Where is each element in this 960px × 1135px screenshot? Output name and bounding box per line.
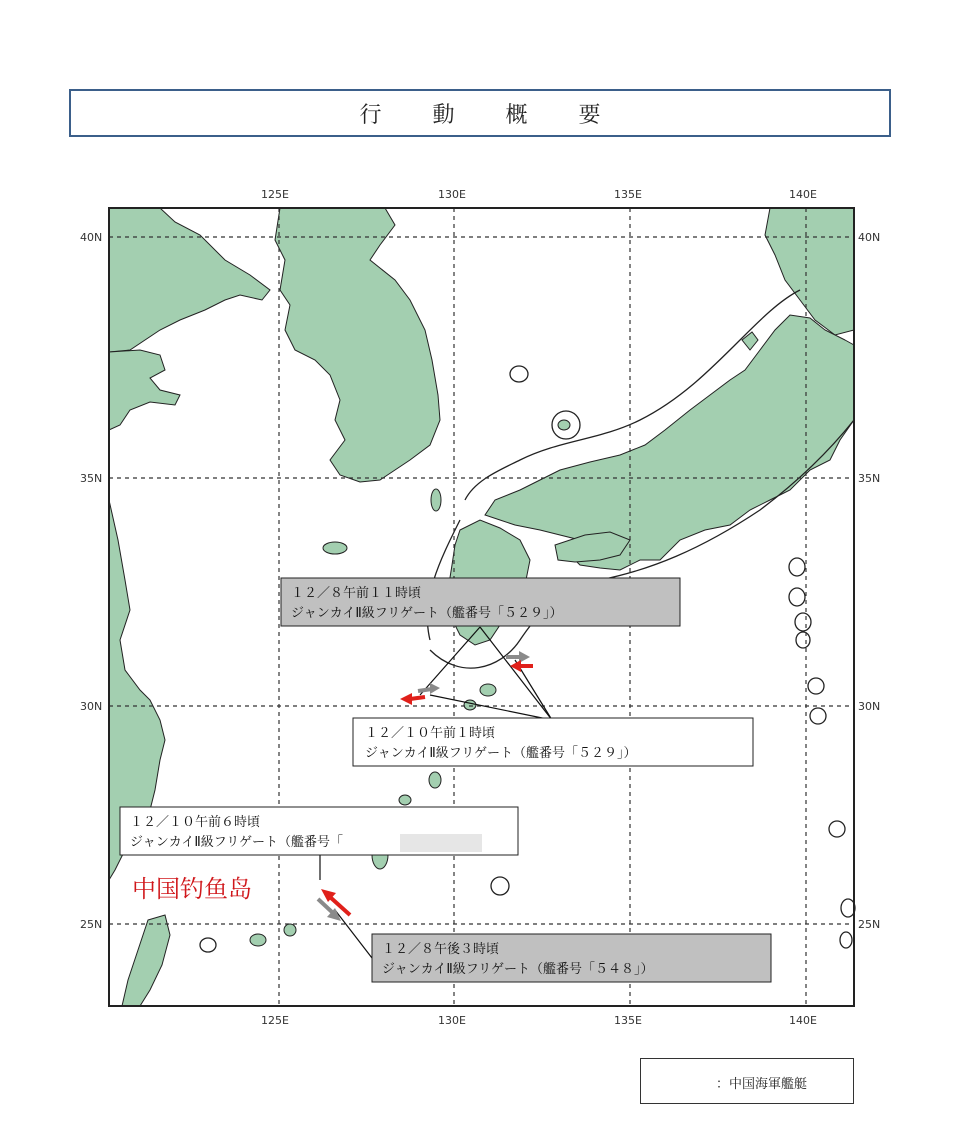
lat-label-left: 35N bbox=[80, 472, 103, 485]
land-ryukyu-6 bbox=[250, 934, 266, 946]
lon-label-bottom: 135E bbox=[614, 1014, 642, 1027]
event-time: １２／８午前１１時頃 bbox=[291, 586, 422, 601]
lat-label-right: 30N bbox=[858, 700, 881, 713]
lat-label-right: 40N bbox=[858, 231, 881, 244]
land-jeju bbox=[323, 542, 347, 554]
event-vessel: ジャンカイⅡ級フリゲート（艦番号「５２９」） bbox=[291, 606, 563, 621]
lon-label-bottom: 140E bbox=[789, 1014, 817, 1027]
lat-label-right: 25N bbox=[858, 918, 881, 931]
lon-label-top: 125E bbox=[261, 188, 289, 201]
land-ryukyu-3 bbox=[429, 772, 441, 788]
lat-label-left: 30N bbox=[80, 700, 103, 713]
event-box-3 bbox=[120, 807, 518, 855]
land-ryukyu-5 bbox=[284, 924, 296, 936]
lat-label-left: 25N bbox=[80, 918, 103, 931]
event-time: １２／１０午前１時頃 bbox=[365, 726, 496, 741]
lon-label-top: 140E bbox=[789, 188, 817, 201]
blurred-redaction bbox=[400, 834, 482, 852]
lon-label-top: 130E bbox=[438, 188, 466, 201]
event-box-2 bbox=[353, 718, 753, 766]
lat-label-right: 35N bbox=[858, 472, 881, 485]
event-box-4 bbox=[372, 934, 771, 982]
land-ryukyu-2 bbox=[464, 700, 476, 710]
event-time: １２／８午後３時頃 bbox=[382, 942, 500, 957]
diaoyu-annotation: 中国钓鱼岛 bbox=[132, 875, 252, 903]
lon-label-top: 135E bbox=[614, 188, 642, 201]
event-vessel: ジャンカイⅡ級フリゲート（艦番号「５２９」） bbox=[365, 746, 637, 761]
legend-label: ：中国海軍艦艇 bbox=[716, 1077, 808, 1092]
page-title: 行 動 概 要 bbox=[359, 102, 623, 128]
land-tsushima bbox=[431, 489, 441, 511]
lon-label-bottom: 125E bbox=[261, 1014, 289, 1027]
land-oki bbox=[558, 420, 570, 430]
event-vessel: ジャンカイⅡ級フリゲート（艦番号「５４８」） bbox=[382, 962, 654, 977]
event-vessel: ジャンカイⅡ級フリゲート（艦番号「 bbox=[130, 835, 343, 850]
lon-label-bottom: 130E bbox=[438, 1014, 466, 1027]
land-ryukyu-1 bbox=[480, 684, 496, 696]
event-box-1 bbox=[281, 578, 680, 626]
event-time: １２／１０午前６時頃 bbox=[130, 815, 261, 830]
land-ryukyu-4 bbox=[399, 795, 411, 805]
lat-label-left: 40N bbox=[80, 231, 103, 244]
